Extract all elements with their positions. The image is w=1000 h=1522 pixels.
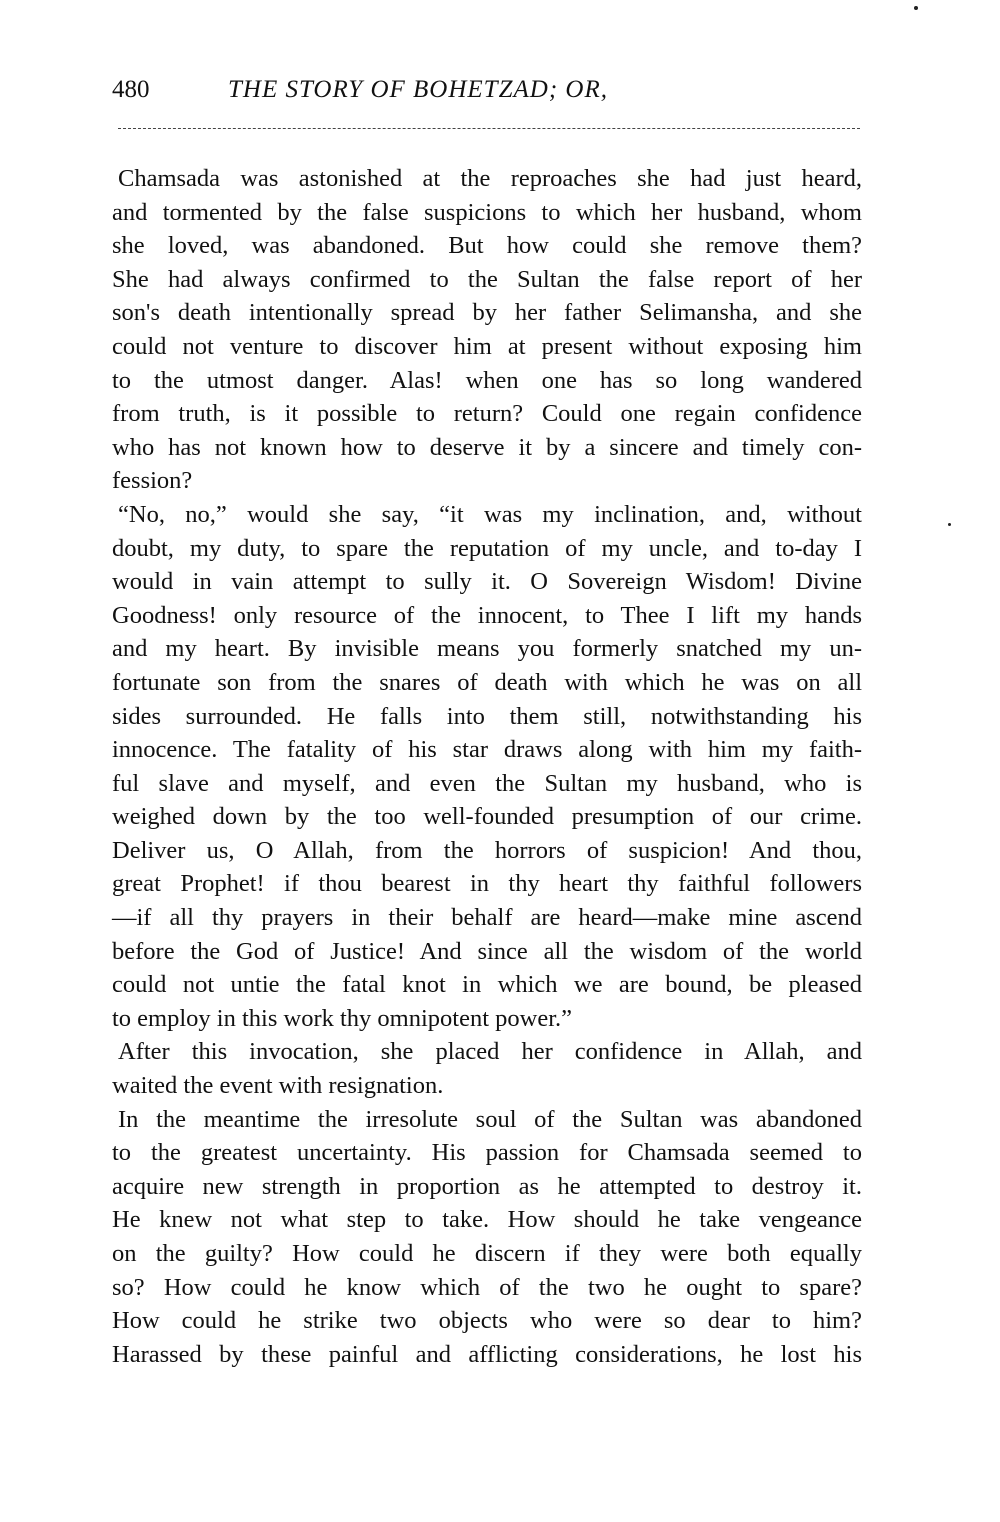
header-rule — [118, 128, 860, 129]
page-number: 480 — [112, 76, 150, 103]
running-header — [112, 76, 862, 112]
text-line: She had always confirmed to the Sultan the false report of her — [112, 265, 862, 293]
text-line: great Prophet! if thou bearest in thy heart thy faithful followers — [112, 870, 862, 898]
text-line: sides surrounded. He falls into them still, notwithstanding his — [112, 702, 862, 730]
text-line: Goodness! only resource of the innocent, to Thee I lift my hands — [112, 601, 862, 629]
running-title: THE STORY OF BOHETZAD; OR, — [228, 76, 608, 103]
text-line: fortunate son from the snares of death with which he was on all — [112, 668, 862, 696]
text-line: —if all thy prayers in their behalf are heard—make mine ascend — [112, 904, 862, 932]
text-line: could not venture to discover him at present without exposing him — [112, 332, 862, 360]
text-line: innocence. The fatality of his star draws along with him my faith- — [112, 736, 862, 764]
text-line: to employ in this work thy omnipotent power.” — [112, 1004, 573, 1032]
text-line: ful slave and myself, and even the Sultan my husband, who is — [112, 769, 862, 797]
text-line: How could he strike two objects who were so dear to him? — [112, 1307, 862, 1335]
text-line: would in vain attempt to sully it. O Sovereign Wisdom! Divine — [112, 568, 862, 596]
text-line: After this invocation, she placed her confidence in Allah, and — [118, 1038, 862, 1066]
text-line: Chamsada was astonished at the reproaches she had just heard, — [118, 165, 862, 192]
text-line: could not untie the fatal knot in which we are bound, be pleased — [112, 971, 862, 999]
page-body-text — [112, 162, 862, 1371]
text-line: she loved, was abandoned. But how could she remove them? — [112, 232, 862, 260]
text-line: to the utmost danger. Alas! when one has so long wandered — [112, 366, 862, 394]
text-line: “No, no,” would she say, “it was my inclination, and, without — [118, 500, 862, 528]
text-line: In the meantime the irresolute soul of the Sultan was abandoned — [118, 1105, 862, 1133]
text-line: to the greatest uncertainty. His passion for Chamsada seemed to — [112, 1139, 862, 1167]
text-line: before the God of Justice! And since all the wisdom of the world — [112, 937, 862, 965]
text-line: weighed down by the too well-founded presumption of our crime. — [112, 803, 862, 831]
text-line: waited the event with resignation. — [112, 1072, 444, 1100]
text-line: Deliver us, O Allah, from the horrors of suspicion! And thou, — [112, 836, 862, 864]
text-line: who has not known how to deserve it by a sincere and timely con- — [112, 433, 862, 461]
scan-speck — [914, 6, 918, 10]
text-line: Harassed by these painful and afflicting considerations, he lost his — [112, 1340, 862, 1368]
text-line: acquire new strength in proportion as he attempted to destroy it. — [112, 1172, 862, 1200]
text-line: on the guilty? How could he discern if they were both equally — [112, 1240, 862, 1267]
text-line: from truth, is it possible to return? Could one regain confidence — [112, 400, 862, 428]
text-line: and my heart. By invisible means you formerly snatched my un- — [112, 635, 862, 663]
text-line: and tormented by the false suspicions to which her husband, whom — [112, 198, 862, 226]
scan-speck — [948, 523, 951, 526]
text-line: He knew not what step to take. How should he take vengeance — [112, 1206, 862, 1234]
text-line: fession? — [112, 467, 193, 495]
text-line: so? How could he know which of the two he ought to spare? — [112, 1273, 862, 1301]
text-line: son's death intentionally spread by her father Selimansha, and she — [112, 299, 862, 327]
text-line: doubt, my duty, to spare the reputation of my uncle, and to-day I — [112, 534, 862, 562]
